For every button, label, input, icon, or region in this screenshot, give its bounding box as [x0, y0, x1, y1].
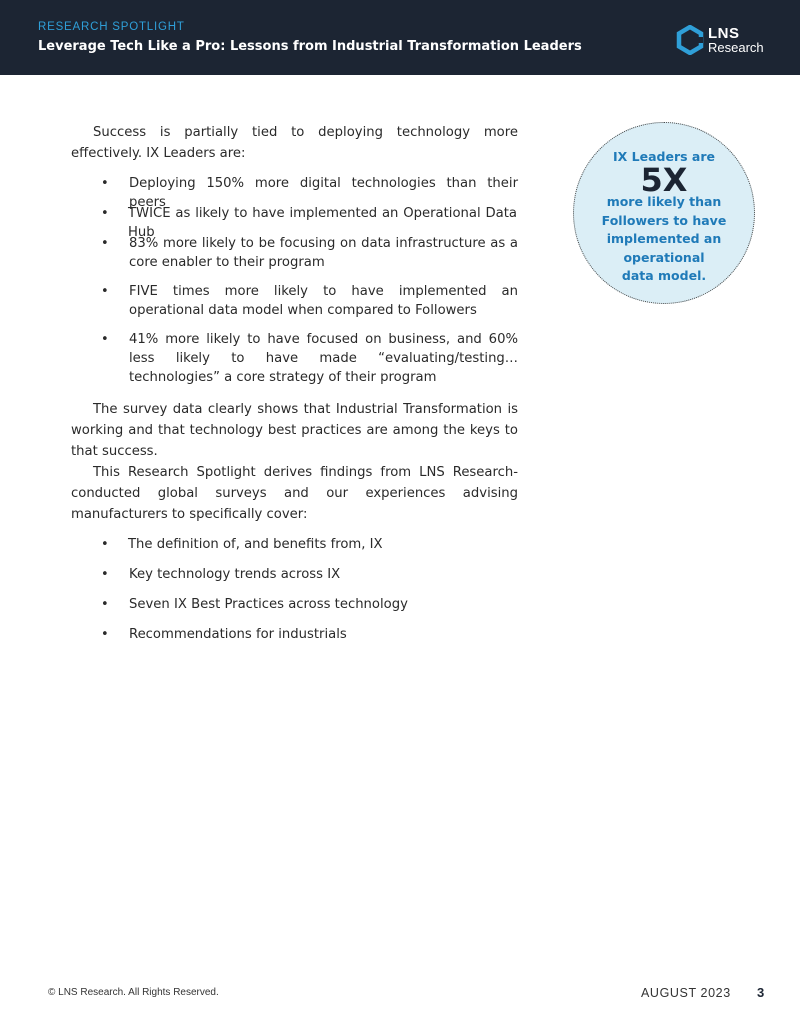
list-item: TWICE as likely to have implemented an Operational Data Hub: [128, 206, 517, 240]
document-title: Leverage Tech Like a Pro: Lessons from Industrial Transformation Leaders: [38, 39, 582, 54]
hexagon-logo-icon: [675, 25, 705, 55]
callout-line: data model.: [621, 268, 707, 283]
copyright: © LNS Research. All Rights Reserved.: [48, 987, 219, 998]
list-item: The definition of, and benefits from, IX: [128, 537, 383, 552]
list-item: Recommendations for industrials: [129, 627, 347, 642]
callout-body: [574, 193, 754, 286]
bullet-icon: •: [101, 567, 109, 582]
bullet-icon: •: [101, 627, 109, 642]
callout-line: implemented an: [606, 231, 722, 246]
bullet-icon: •: [101, 284, 109, 299]
list-item: FIVE times more likely to have implemented an operational data model when compared to Followers: [129, 284, 518, 318]
stat-callout: [573, 122, 755, 304]
callout-line: operational: [623, 249, 705, 265]
bullet-icon: •: [101, 176, 109, 191]
bullet-icon: •: [101, 236, 109, 251]
bullet-icon: •: [101, 537, 109, 552]
callout-lead: IX Leaders are: [613, 149, 715, 164]
logo-wordmark: LNS: [708, 25, 740, 42]
callout-line: Followers to have: [601, 212, 727, 228]
intro-paragraph: Success is partially tied to deploying technology more effectively. IX Leaders are:: [71, 125, 518, 161]
spotlight-paragraph: This Research Spotlight derives findings from LNS Research-conducted global surveys and our experiences advising manufacturers to specifically cover:: [71, 465, 518, 522]
lns-logo: [675, 25, 780, 57]
bullet-icon: •: [101, 206, 109, 221]
list-item: 41% more likely to have focused on business, and 60% less likely to have made “evaluating/testing…technologies” a core strategy of their program: [129, 332, 518, 385]
publication-date: AUGUST 2023: [641, 986, 731, 1000]
callout-line: more likely than: [606, 194, 722, 209]
header-kicker: RESEARCH SPOTLIGHT: [38, 21, 185, 33]
list-item: Seven IX Best Practices across technology: [129, 597, 408, 612]
bullet-icon: •: [101, 597, 109, 612]
list-item: 83% more likely to be focusing on data infrastructure as a core enabler to their program: [129, 236, 518, 270]
list-item: Key technology trends across IX: [129, 567, 341, 582]
page-header: [0, 0, 800, 75]
survey-paragraph: The survey data clearly shows that Industrial Transformation is working and that technology best practices are among the keys to that success.: [71, 402, 518, 459]
logo-subword: Research: [708, 40, 764, 55]
page-number: 3: [757, 985, 765, 1000]
callout-stat: 5X: [640, 161, 688, 199]
list-item: Deploying 150% more digital technologies than their peers: [129, 176, 518, 210]
bullet-icon: •: [101, 332, 109, 347]
